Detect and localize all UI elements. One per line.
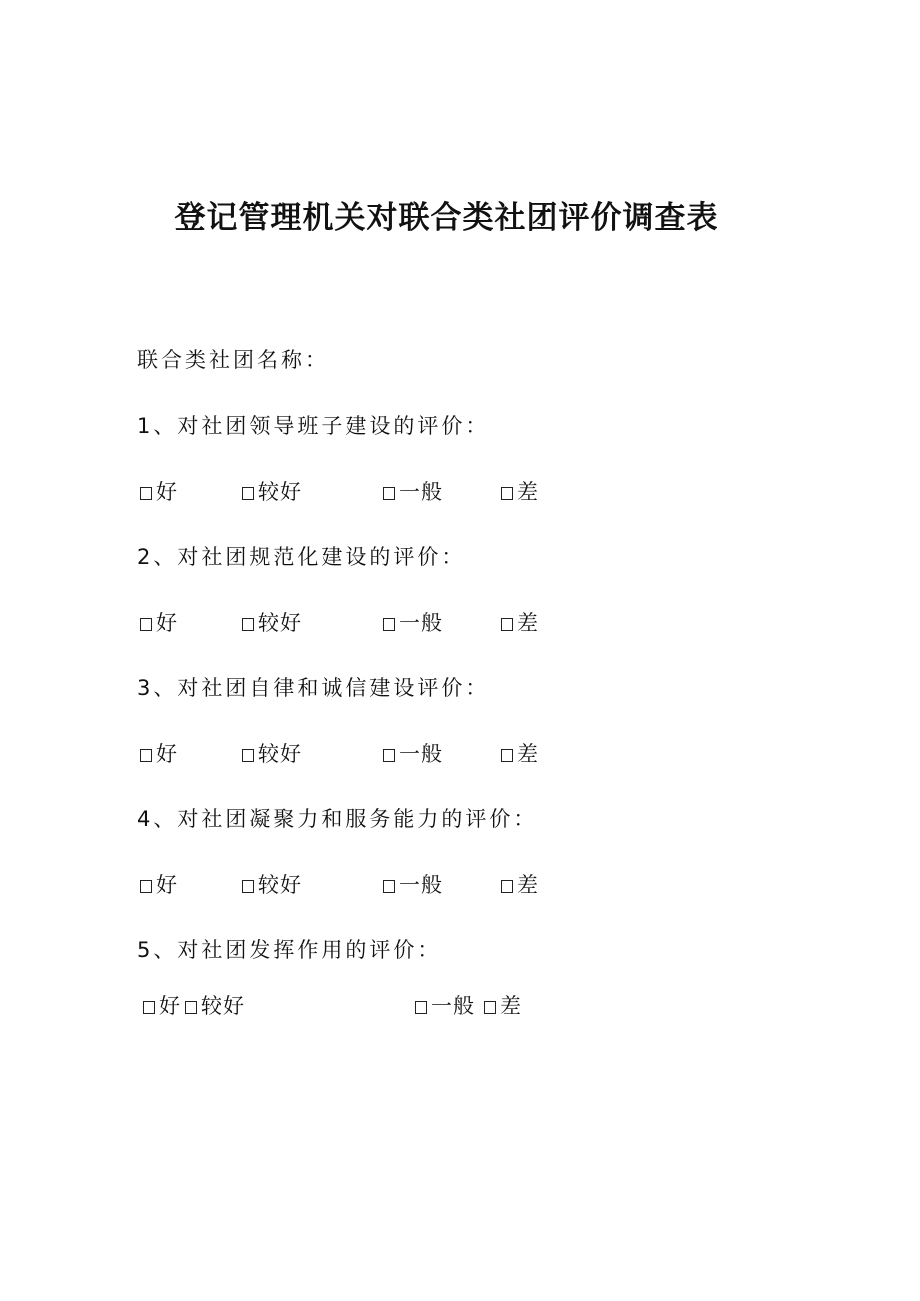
- q4-option-average[interactable]: 一般: [383, 869, 443, 899]
- question-3-text: 3、对社团自律和诚信建设评价：: [137, 676, 490, 700]
- q5-option-good[interactable]: 好: [143, 990, 181, 1020]
- q3-option-average[interactable]: 一般: [383, 738, 443, 768]
- checkbox-icon[interactable]: [140, 749, 152, 762]
- checkbox-icon[interactable]: [242, 487, 254, 500]
- society-name-label: 联合类社团名称：: [137, 348, 329, 372]
- checkbox-icon[interactable]: [140, 880, 152, 893]
- q4-option-poor[interactable]: 差: [501, 869, 539, 899]
- q3-option-poor[interactable]: 差: [501, 738, 539, 768]
- checkbox-icon[interactable]: [501, 749, 513, 762]
- checkbox-icon[interactable]: [415, 1001, 427, 1014]
- q1-option-average[interactable]: 一般: [383, 476, 443, 506]
- checkbox-icon[interactable]: [501, 487, 513, 500]
- checkbox-icon[interactable]: [143, 1001, 155, 1014]
- q2-option-average[interactable]: 一般: [383, 607, 443, 637]
- q2-option-fairly-good[interactable]: 较好: [242, 607, 302, 637]
- question-1-text: 1、对社团领导班子建设的评价：: [137, 414, 490, 438]
- question-4-text: 4、对社团凝聚力和服务能力的评价：: [137, 807, 538, 831]
- checkbox-icon[interactable]: [383, 618, 395, 631]
- checkbox-icon[interactable]: [383, 749, 395, 762]
- q1-option-good[interactable]: 好: [140, 476, 178, 506]
- checkbox-icon[interactable]: [140, 618, 152, 631]
- checkbox-icon[interactable]: [484, 1001, 496, 1014]
- q5-option-average[interactable]: 一般: [415, 990, 475, 1020]
- q5-option-poor[interactable]: 差: [484, 990, 522, 1020]
- checkbox-icon[interactable]: [383, 880, 395, 893]
- q4-option-fairly-good[interactable]: 较好: [242, 869, 302, 899]
- q1-option-poor[interactable]: 差: [501, 476, 539, 506]
- question-5-text: 5、对社团发挥作用的评价：: [137, 938, 442, 962]
- checkbox-icon[interactable]: [242, 880, 254, 893]
- q3-option-fairly-good[interactable]: 较好: [242, 738, 302, 768]
- q2-option-good[interactable]: 好: [140, 607, 178, 637]
- checkbox-icon[interactable]: [242, 749, 254, 762]
- q2-option-poor[interactable]: 差: [501, 607, 539, 637]
- q1-option-fairly-good[interactable]: 较好: [242, 476, 302, 506]
- checkbox-icon[interactable]: [501, 880, 513, 893]
- q5-option-fairly-good[interactable]: 较好: [185, 990, 245, 1020]
- question-2-text: 2、对社团规范化建设的评价：: [137, 545, 466, 569]
- q4-option-good[interactable]: 好: [140, 869, 178, 899]
- checkbox-icon[interactable]: [501, 618, 513, 631]
- checkbox-icon[interactable]: [242, 618, 254, 631]
- checkbox-icon[interactable]: [185, 1001, 197, 1014]
- checkbox-icon[interactable]: [383, 487, 395, 500]
- checkbox-icon[interactable]: [140, 487, 152, 500]
- form-title: 登记管理机关对联合类社团评价调查表: [174, 200, 719, 236]
- q3-option-good[interactable]: 好: [140, 738, 178, 768]
